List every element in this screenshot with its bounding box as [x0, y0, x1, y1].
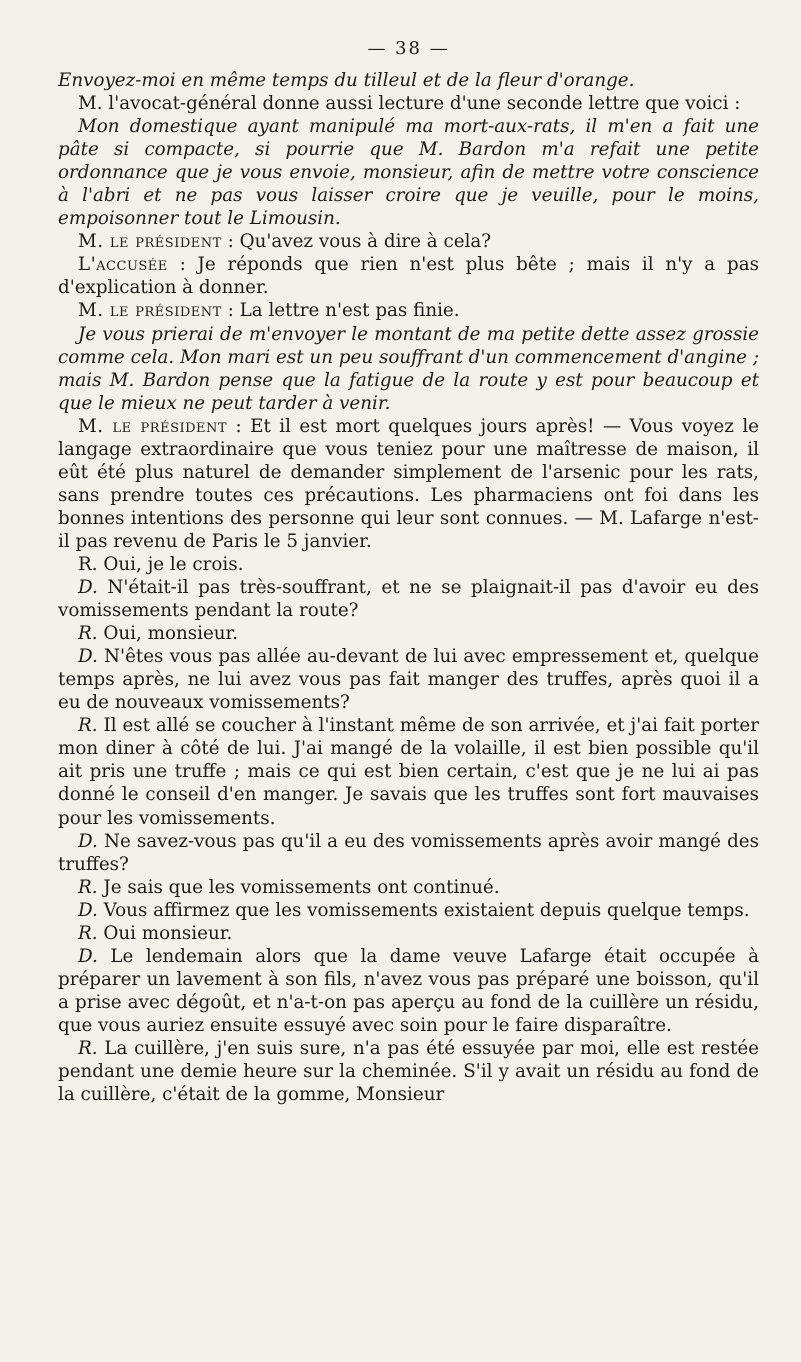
paragraph-text: : Et il est mort quelques jours après! — Vous voyez le langage extraordinaire que vous teniez pour une maîtresse de maison, il eût été plus naturel de demander simplement de l'arsenic pour les rats, sans prendre toutes ces précautions. Les pharmaciens ont foi dans les bonnes intentions des personne qui leur sont connues. — M. Lafarge n'est-il pas revenu de Paris le 5 janvier.: [58, 415, 759, 552]
paragraph: [58, 323, 759, 415]
paragraph-text: R.: [78, 876, 98, 898]
paragraph-text: R. Oui, je le crois.: [78, 553, 244, 575]
paragraph: [58, 576, 759, 622]
paragraph-text: Oui monsieur.: [97, 922, 233, 944]
paragraph: [58, 945, 759, 1037]
paragraph-text: D.: [78, 945, 98, 967]
paragraph-text: Je sais que les vomissements ont continué.: [97, 876, 500, 898]
speaker-label: M. le président: [78, 415, 228, 437]
paragraph-text: Mon domestique ayant manipulé ma mort-aux-rats, il m'en a fait une pâte si compacte, si pourrie que M. Bardon m'a refait une petite ordonnance que je vous envoie, monsieur, afin de mettre votre conscience à l'abri et ne pas vous laisser croire que je veuille, pour le moins, empoisonner tout le Limousin.: [58, 116, 759, 230]
paragraph-text: D.: [78, 899, 98, 921]
speaker-label: M. le président: [78, 300, 222, 322]
paragraph: [58, 714, 759, 829]
paragraph-text: R.: [78, 715, 98, 737]
paragraph: [58, 922, 759, 945]
paragraph-text: Ne savez-vous pas qu'il a eu des vomissements après avoir mangé des truffes?: [58, 830, 759, 875]
paragraph-text: D.: [78, 577, 98, 599]
paragraph-text: Je vous prierai de m'envoyer le montant de ma petite dette assez grossie comme cela. Mon mari est un peu souffrant d'un commencement d'angine ; mais M. Bardon pense que la fatigue de la route y est pour beaucoup et que le mieux ne peut tarder à venir.: [58, 323, 759, 414]
paragraph-text: M. l'avocat-général donne aussi lecture d'une seconde lettre que voici :: [78, 93, 741, 115]
paragraph: [58, 69, 759, 92]
paragraph: [58, 899, 759, 922]
paragraph: [58, 115, 759, 230]
page-number: — 38 —: [367, 38, 450, 59]
paragraph-text: R.: [78, 922, 98, 944]
paragraph-text: N'était-il pas très-souffrant, et ne se plaignait-il pas d'avoir eu des vomissements pendant la route?: [58, 577, 759, 622]
paragraph: [58, 415, 759, 553]
paragraph-text: D.: [78, 646, 98, 668]
paragraph-text: D.: [78, 830, 98, 852]
paragraph-text: : Je réponds que rien n'est plus bête ; mais il n'y a pas d'explication à donner.: [58, 254, 759, 299]
paragraph: [58, 253, 759, 299]
paragraph-text: : La lettre n'est pas finie.: [221, 300, 460, 322]
paragraph: [58, 92, 759, 115]
paragraph: [58, 622, 759, 645]
paragraph-text: R.: [78, 1037, 98, 1059]
paragraph-text: Envoyez-moi en même temps du tilleul et de la fleur d'orange.: [58, 70, 635, 91]
paragraph: [58, 1037, 759, 1106]
paragraph: [58, 876, 759, 899]
paragraph-text: Le lendemain alors que la dame veuve Lafarge était occupée à préparer un lavement à son fils, n'avez vous pas préparé une boisson, qu'il a prise avec dégoût, et n'a-t-on pas aperçu au fond de la cuillère un résidu, que vous auriez ensuite essuyé avec soin pour le faire disparaître.: [58, 945, 759, 1036]
paragraph-text: La cuillère, j'en suis sure, n'a pas été essuyée par moi, elle est restée pendant une demie heure sur la cheminée. S'il y avait un résidu au fond de la cuillère, c'était de la gomme, Monsieur: [58, 1037, 759, 1106]
paragraph: [58, 230, 759, 253]
paragraph-text: Il est allé se coucher à l'instant même de son arrivée, et j'ai fait porter mon diner à côté de lui. J'ai mangé de la volaille, il est bien possible qu'il ait pris une truffe ; mais ce qui est bien certain, c'est que je ne lui ai pas donné le conseil d'en manger. Je savais que les truffes sont fort mauvaises pour les vomissements.: [58, 715, 759, 829]
speaker-label: M. le président: [78, 231, 222, 253]
paragraph: [58, 299, 759, 322]
paragraph: [58, 553, 759, 576]
paragraph: [58, 645, 759, 714]
paragraph: [58, 830, 759, 876]
page-body: [58, 69, 759, 1106]
paragraph-text: Vous affirmez que les vomissements existaient depuis quelque temps.: [97, 899, 750, 921]
paragraph-text: : Qu'avez vous à dire à cela?: [221, 231, 492, 253]
paragraph-text: N'êtes vous pas allée au-devant de lui avec empressement et, quelque temps après, ne lui avez vous pas fait manger des truffes, après quoi il a eu de nouveaux vomissements?: [58, 646, 759, 714]
speaker-label: L'accusée: [78, 254, 168, 276]
paragraph-text: Oui, monsieur.: [97, 623, 239, 645]
paragraph-text: R.: [78, 623, 98, 645]
